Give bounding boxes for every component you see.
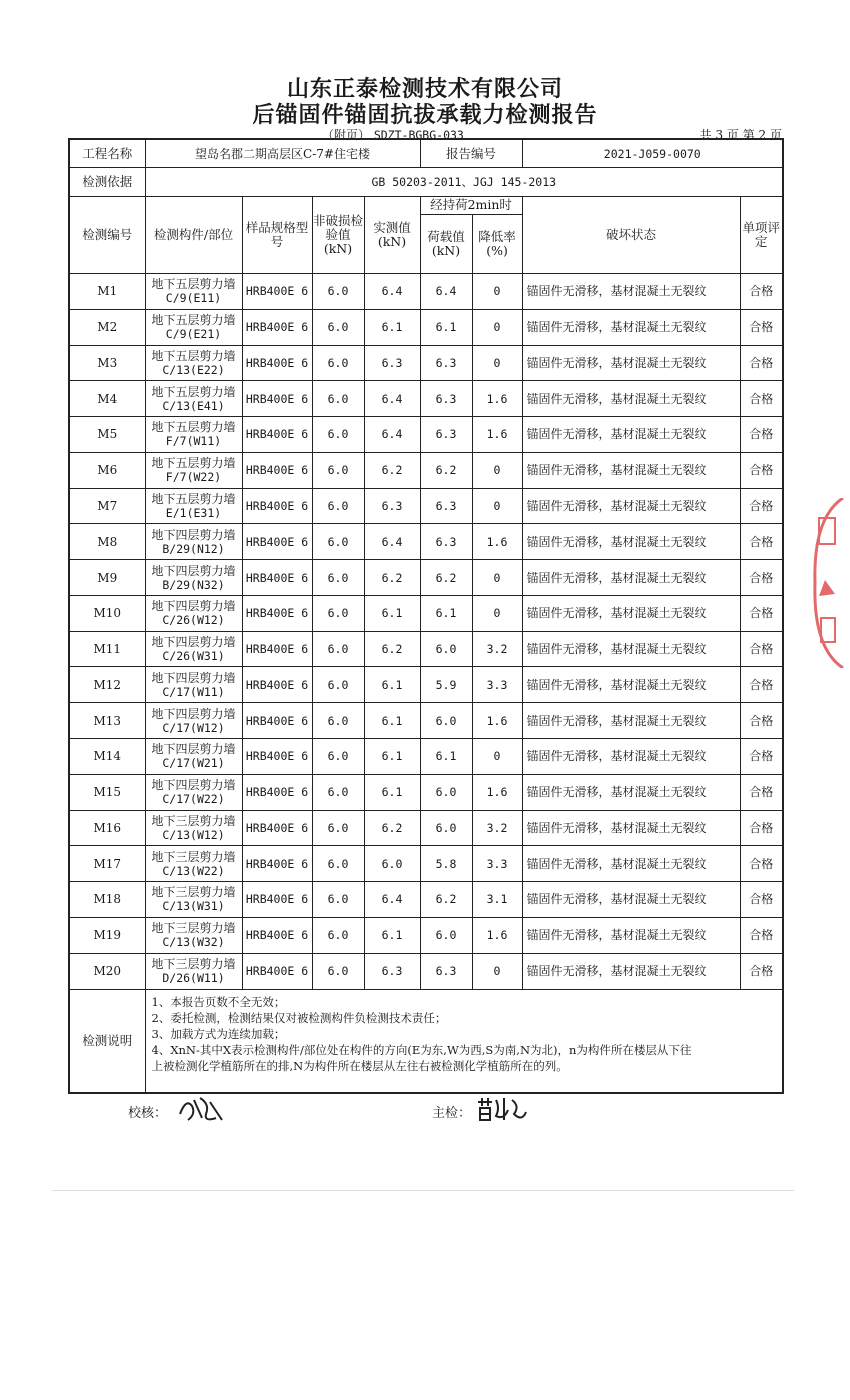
row-verdict-cell: 合格 bbox=[740, 774, 783, 810]
row-component-cell bbox=[145, 703, 242, 739]
table-row bbox=[69, 631, 783, 667]
table-row bbox=[69, 452, 783, 488]
table-row bbox=[69, 917, 783, 953]
row-id-cell: M16 bbox=[69, 810, 145, 846]
row-id-cell: M13 bbox=[69, 703, 145, 739]
row-reduction-cell: 0 bbox=[472, 488, 522, 524]
table-row bbox=[69, 810, 783, 846]
row-failure-cell: 锚固件无滑移，基材混凝土无裂纹 bbox=[522, 810, 740, 846]
row-measured-cell: 6.3 bbox=[364, 488, 420, 524]
row-measured-cell: 6.4 bbox=[364, 381, 420, 417]
row-verdict-cell: 合格 bbox=[740, 667, 783, 703]
component-location: 地下四层剪力墙 bbox=[151, 742, 236, 757]
row-reduction-cell: 0 bbox=[472, 560, 522, 596]
results-table bbox=[68, 138, 784, 1094]
row-verdict-cell: 合格 bbox=[740, 488, 783, 524]
col-reduction-header: 降低率(%) bbox=[472, 214, 522, 273]
row-design-cell: 6.0 bbox=[312, 917, 364, 953]
row-failure-cell: 锚固件无滑移，基材混凝土无裂纹 bbox=[522, 882, 740, 918]
col-measured-header: 实测值(kN) bbox=[364, 196, 420, 273]
row-verdict-cell: 合格 bbox=[740, 703, 783, 739]
row-design-cell: 6.0 bbox=[312, 381, 364, 417]
row-reduction-cell: 3.1 bbox=[472, 882, 522, 918]
row-id-cell: M9 bbox=[69, 560, 145, 596]
row-spec-cell: HRB400E 6 bbox=[242, 703, 312, 739]
project-row bbox=[69, 139, 783, 168]
row-id-cell: M14 bbox=[69, 739, 145, 775]
component-location: 地下四层剪力墙 bbox=[151, 670, 236, 685]
row-measured-cell: 6.2 bbox=[364, 631, 420, 667]
row-reduction-cell: 0 bbox=[472, 309, 522, 345]
row-spec-cell: HRB400E 6 bbox=[242, 882, 312, 918]
row-design-cell: 6.0 bbox=[312, 846, 364, 882]
component-axis: B/29(N12) bbox=[162, 541, 225, 556]
row-component-cell bbox=[145, 274, 242, 310]
component-axis: C/13(W31) bbox=[162, 899, 225, 914]
row-measured-cell: 6.0 bbox=[364, 846, 420, 882]
basis-row bbox=[69, 168, 783, 197]
row-spec-cell: HRB400E 6 bbox=[242, 560, 312, 596]
table-row bbox=[69, 417, 783, 453]
col-load-header: 荷载值(kN) bbox=[420, 214, 472, 273]
component-location: 地下五层剪力墙 bbox=[151, 384, 236, 399]
row-load-cell: 6.2 bbox=[420, 452, 472, 488]
checker-label: 校核： bbox=[128, 1106, 168, 1121]
row-load-cell: 6.3 bbox=[420, 953, 472, 989]
row-load-cell: 6.3 bbox=[420, 488, 472, 524]
note-line: 上被检测化学植筋所在的排,N为构件所在楼层从左往右被检测化学植筋所在的列。 bbox=[151, 1058, 568, 1073]
row-reduction-cell: 1.6 bbox=[472, 774, 522, 810]
component-axis: C/9(E11) bbox=[165, 291, 222, 306]
row-design-cell: 6.0 bbox=[312, 417, 364, 453]
row-design-cell: 6.0 bbox=[312, 274, 364, 310]
component-location: 地下五层剪力墙 bbox=[151, 277, 236, 292]
table-row bbox=[69, 846, 783, 882]
row-design-cell: 6.0 bbox=[312, 667, 364, 703]
table-row bbox=[69, 560, 783, 596]
component-location: 地下三层剪力墙 bbox=[151, 885, 236, 900]
notes-row bbox=[69, 989, 783, 1093]
row-id-cell: M7 bbox=[69, 488, 145, 524]
row-failure-cell: 锚固件无滑移，基材混凝土无裂纹 bbox=[522, 274, 740, 310]
row-load-cell: 6.0 bbox=[420, 631, 472, 667]
row-id-cell: M1 bbox=[69, 274, 145, 310]
row-design-cell: 6.0 bbox=[312, 309, 364, 345]
row-load-cell: 6.4 bbox=[420, 274, 472, 310]
row-component-cell bbox=[145, 953, 242, 989]
component-location: 地下四层剪力墙 bbox=[151, 778, 236, 793]
table-body bbox=[69, 274, 783, 989]
row-component-cell bbox=[145, 739, 242, 775]
row-design-cell: 6.0 bbox=[312, 703, 364, 739]
row-spec-cell: HRB400E 6 bbox=[242, 774, 312, 810]
row-reduction-cell: 0 bbox=[472, 345, 522, 381]
row-component-cell bbox=[145, 595, 242, 631]
component-axis: E/1(E31) bbox=[165, 506, 222, 521]
row-verdict-cell: 合格 bbox=[740, 739, 783, 775]
row-verdict-cell: 合格 bbox=[740, 846, 783, 882]
row-measured-cell: 6.2 bbox=[364, 810, 420, 846]
row-failure-cell: 锚固件无滑移，基材混凝土无裂纹 bbox=[522, 381, 740, 417]
row-id-cell: M19 bbox=[69, 917, 145, 953]
row-measured-cell: 6.2 bbox=[364, 560, 420, 596]
row-component-cell bbox=[145, 381, 242, 417]
page-indicator: 共 3 页 第 2 页 bbox=[699, 128, 782, 142]
component-axis: C/13(W22) bbox=[162, 863, 225, 878]
row-design-cell: 6.0 bbox=[312, 631, 364, 667]
row-verdict-cell: 合格 bbox=[740, 917, 783, 953]
component-axis: C/13(W12) bbox=[162, 827, 225, 842]
project-value: 望岛名郡二期高层区C-7#住宅楼 bbox=[145, 139, 420, 168]
row-design-cell: 6.0 bbox=[312, 774, 364, 810]
row-reduction-cell: 1.6 bbox=[472, 703, 522, 739]
row-verdict-cell: 合格 bbox=[740, 953, 783, 989]
row-failure-cell: 锚固件无滑移，基材混凝土无裂纹 bbox=[522, 631, 740, 667]
row-measured-cell: 6.4 bbox=[364, 524, 420, 560]
component-location: 地下四层剪力墙 bbox=[151, 563, 236, 578]
table-row bbox=[69, 703, 783, 739]
component-axis: C/26(W12) bbox=[162, 613, 225, 628]
column-header-row-1 bbox=[69, 196, 783, 214]
component-axis: C/13(W32) bbox=[162, 935, 225, 950]
red-seal-stamp bbox=[805, 498, 845, 668]
component-axis: C/13(E22) bbox=[162, 362, 225, 377]
row-design-cell: 6.0 bbox=[312, 345, 364, 381]
component-axis: C/26(W31) bbox=[162, 649, 225, 664]
row-verdict-cell: 合格 bbox=[740, 309, 783, 345]
row-component-cell bbox=[145, 560, 242, 596]
row-spec-cell: HRB400E 6 bbox=[242, 381, 312, 417]
row-load-cell: 6.1 bbox=[420, 595, 472, 631]
col-spec-header: 样品规格型号 bbox=[242, 196, 312, 273]
table-row bbox=[69, 274, 783, 310]
component-axis: C/17(W11) bbox=[162, 684, 225, 699]
note-line: 1、本报告页数不全无效； bbox=[151, 994, 286, 1009]
row-verdict-cell: 合格 bbox=[740, 810, 783, 846]
col-verdict-header: 单项评定 bbox=[740, 196, 783, 273]
note-line: 2、委托检测，检测结果仅对被检测构件负检测技术责任； bbox=[151, 1010, 447, 1025]
row-measured-cell: 6.2 bbox=[364, 452, 420, 488]
row-reduction-cell: 0 bbox=[472, 452, 522, 488]
doc-code: SDZT-BGBG-033 bbox=[373, 128, 464, 142]
row-load-cell: 6.3 bbox=[420, 417, 472, 453]
results-table-wrapper bbox=[68, 138, 782, 1094]
row-spec-cell: HRB400E 6 bbox=[242, 953, 312, 989]
row-spec-cell: HRB400E 6 bbox=[242, 667, 312, 703]
row-failure-cell: 锚固件无滑移，基材混凝土无裂纹 bbox=[522, 488, 740, 524]
row-reduction-cell: 1.6 bbox=[472, 524, 522, 560]
row-failure-cell: 锚固件无滑移，基材混凝土无裂纹 bbox=[522, 774, 740, 810]
row-component-cell bbox=[145, 417, 242, 453]
project-label: 工程名称 bbox=[69, 139, 145, 168]
row-load-cell: 6.3 bbox=[420, 345, 472, 381]
row-failure-cell: 锚固件无滑移，基材混凝土无裂纹 bbox=[522, 739, 740, 775]
note-line: 3、加载方式为连续加载； bbox=[151, 1026, 286, 1041]
row-component-cell bbox=[145, 345, 242, 381]
component-location: 地下五层剪力墙 bbox=[151, 348, 236, 363]
table-row bbox=[69, 739, 783, 775]
row-load-cell: 6.2 bbox=[420, 560, 472, 596]
row-failure-cell: 锚固件无滑移，基材混凝土无裂纹 bbox=[522, 953, 740, 989]
page-edge bbox=[52, 1190, 794, 1191]
row-reduction-cell: 1.6 bbox=[472, 917, 522, 953]
row-verdict-cell: 合格 bbox=[740, 560, 783, 596]
row-failure-cell: 锚固件无滑移，基材混凝土无裂纹 bbox=[522, 524, 740, 560]
table-row bbox=[69, 953, 783, 989]
row-measured-cell: 6.1 bbox=[364, 774, 420, 810]
row-verdict-cell: 合格 bbox=[740, 452, 783, 488]
col-hold-group-header: 经持荷2min时 bbox=[420, 196, 522, 214]
row-failure-cell: 锚固件无滑移，基材混凝土无裂纹 bbox=[522, 452, 740, 488]
row-reduction-cell: 3.3 bbox=[472, 846, 522, 882]
component-axis: F/7(W22) bbox=[165, 470, 222, 485]
row-id-cell: M17 bbox=[69, 846, 145, 882]
row-component-cell bbox=[145, 524, 242, 560]
row-design-cell: 6.0 bbox=[312, 953, 364, 989]
row-failure-cell: 锚固件无滑移，基材混凝土无裂纹 bbox=[522, 703, 740, 739]
component-axis: D/26(W11) bbox=[162, 971, 225, 986]
row-id-cell: M10 bbox=[69, 595, 145, 631]
row-id-cell: M5 bbox=[69, 417, 145, 453]
row-measured-cell: 6.4 bbox=[364, 417, 420, 453]
row-load-cell: 6.0 bbox=[420, 703, 472, 739]
row-spec-cell: HRB400E 6 bbox=[242, 810, 312, 846]
component-axis: C/9(E21) bbox=[165, 327, 222, 342]
notes-content bbox=[145, 989, 783, 1093]
row-measured-cell: 6.3 bbox=[364, 953, 420, 989]
row-id-cell: M15 bbox=[69, 774, 145, 810]
row-measured-cell: 6.3 bbox=[364, 345, 420, 381]
row-verdict-cell: 合格 bbox=[740, 524, 783, 560]
row-load-cell: 6.2 bbox=[420, 882, 472, 918]
component-axis: C/17(W12) bbox=[162, 720, 225, 735]
row-component-cell bbox=[145, 810, 242, 846]
row-component-cell bbox=[145, 309, 242, 345]
report-no-label: 报告编号 bbox=[420, 139, 522, 168]
row-id-cell: M2 bbox=[69, 309, 145, 345]
row-spec-cell: HRB400E 6 bbox=[242, 595, 312, 631]
inspector-signature bbox=[474, 1092, 530, 1126]
component-location: 地下四层剪力墙 bbox=[151, 706, 236, 721]
notes-label: 检测说明 bbox=[69, 989, 145, 1093]
row-load-cell: 6.1 bbox=[420, 309, 472, 345]
row-design-cell: 6.0 bbox=[312, 739, 364, 775]
row-failure-cell: 锚固件无滑移，基材混凝土无裂纹 bbox=[522, 595, 740, 631]
row-id-cell: M18 bbox=[69, 882, 145, 918]
row-measured-cell: 6.4 bbox=[364, 274, 420, 310]
row-reduction-cell: 0 bbox=[472, 595, 522, 631]
row-measured-cell: 6.1 bbox=[364, 309, 420, 345]
component-location: 地下三层剪力墙 bbox=[151, 813, 236, 828]
row-measured-cell: 6.1 bbox=[364, 917, 420, 953]
row-component-cell bbox=[145, 452, 242, 488]
row-measured-cell: 6.1 bbox=[364, 703, 420, 739]
col-failure-header: 破坏状态 bbox=[522, 196, 740, 273]
row-spec-cell: HRB400E 6 bbox=[242, 345, 312, 381]
row-spec-cell: HRB400E 6 bbox=[242, 917, 312, 953]
component-location: 地下五层剪力墙 bbox=[151, 420, 236, 435]
table-row bbox=[69, 774, 783, 810]
row-spec-cell: HRB400E 6 bbox=[242, 309, 312, 345]
row-id-cell: M4 bbox=[69, 381, 145, 417]
row-verdict-cell: 合格 bbox=[740, 274, 783, 310]
table-row bbox=[69, 882, 783, 918]
row-reduction-cell: 1.6 bbox=[472, 417, 522, 453]
table-row bbox=[69, 595, 783, 631]
component-location: 地下三层剪力墙 bbox=[151, 849, 236, 864]
report-no-value: 2021-J059-0070 bbox=[522, 139, 783, 168]
row-verdict-cell: 合格 bbox=[740, 595, 783, 631]
row-measured-cell: 6.1 bbox=[364, 595, 420, 631]
row-verdict-cell: 合格 bbox=[740, 631, 783, 667]
row-failure-cell: 锚固件无滑移，基材混凝土无裂纹 bbox=[522, 917, 740, 953]
basis-value: GB 50203-2011、JGJ 145-2013 bbox=[145, 168, 783, 197]
row-verdict-cell: 合格 bbox=[740, 345, 783, 381]
table-row bbox=[69, 667, 783, 703]
row-component-cell bbox=[145, 846, 242, 882]
row-measured-cell: 6.1 bbox=[364, 667, 420, 703]
row-verdict-cell: 合格 bbox=[740, 882, 783, 918]
table-row bbox=[69, 488, 783, 524]
row-component-cell bbox=[145, 488, 242, 524]
row-component-cell bbox=[145, 917, 242, 953]
table-row bbox=[69, 309, 783, 345]
row-load-cell: 5.9 bbox=[420, 667, 472, 703]
component-location: 地下四层剪力墙 bbox=[151, 599, 236, 614]
row-measured-cell: 6.4 bbox=[364, 882, 420, 918]
row-spec-cell: HRB400E 6 bbox=[242, 417, 312, 453]
row-spec-cell: HRB400E 6 bbox=[242, 846, 312, 882]
inspector-label: 主检： bbox=[432, 1106, 472, 1121]
row-reduction-cell: 3.3 bbox=[472, 667, 522, 703]
row-load-cell: 5.8 bbox=[420, 846, 472, 882]
basis-label: 检测依据 bbox=[69, 168, 145, 197]
component-location: 地下三层剪力墙 bbox=[151, 921, 236, 936]
row-load-cell: 6.0 bbox=[420, 810, 472, 846]
row-id-cell: M8 bbox=[69, 524, 145, 560]
component-axis: C/17(W21) bbox=[162, 756, 225, 771]
row-failure-cell: 锚固件无滑移，基材混凝土无裂纹 bbox=[522, 560, 740, 596]
row-failure-cell: 锚固件无滑移，基材混凝土无裂纹 bbox=[522, 667, 740, 703]
component-axis: F/7(W11) bbox=[165, 434, 222, 449]
row-failure-cell: 锚固件无滑移，基材混凝土无裂纹 bbox=[522, 846, 740, 882]
row-reduction-cell: 1.6 bbox=[472, 381, 522, 417]
row-spec-cell: HRB400E 6 bbox=[242, 524, 312, 560]
row-measured-cell: 6.1 bbox=[364, 739, 420, 775]
row-design-cell: 6.0 bbox=[312, 882, 364, 918]
row-design-cell: 6.0 bbox=[312, 524, 364, 560]
row-spec-cell: HRB400E 6 bbox=[242, 452, 312, 488]
row-design-cell: 6.0 bbox=[312, 595, 364, 631]
table-row bbox=[69, 381, 783, 417]
component-location: 地下三层剪力墙 bbox=[151, 957, 236, 972]
row-reduction-cell: 0 bbox=[472, 739, 522, 775]
checker-signature bbox=[176, 1092, 228, 1126]
component-axis: B/29(N32) bbox=[162, 577, 225, 592]
company-name: 山东正泰检测技术有限公司 bbox=[286, 76, 563, 102]
row-load-cell: 6.1 bbox=[420, 739, 472, 775]
row-id-cell: M11 bbox=[69, 631, 145, 667]
row-reduction-cell: 0 bbox=[472, 274, 522, 310]
row-id-cell: M3 bbox=[69, 345, 145, 381]
row-spec-cell: HRB400E 6 bbox=[242, 274, 312, 310]
component-location: 地下四层剪力墙 bbox=[151, 635, 236, 650]
row-reduction-cell: 3.2 bbox=[472, 631, 522, 667]
row-id-cell: M12 bbox=[69, 667, 145, 703]
row-load-cell: 6.0 bbox=[420, 774, 472, 810]
row-id-cell: M6 bbox=[69, 452, 145, 488]
note-line: 4、XnN-其中X表示检测构件/部位处在构件的方向(E为东,W为西,S为南,N为北)，n为构件所在楼层从下往 bbox=[151, 1042, 692, 1057]
row-reduction-cell: 0 bbox=[472, 953, 522, 989]
row-reduction-cell: 3.2 bbox=[472, 810, 522, 846]
table-row bbox=[69, 345, 783, 381]
col-design-header: 非破损检验值(kN) bbox=[312, 196, 364, 273]
row-load-cell: 6.3 bbox=[420, 381, 472, 417]
row-load-cell: 6.3 bbox=[420, 524, 472, 560]
row-failure-cell: 锚固件无滑移，基材混凝土无裂纹 bbox=[522, 417, 740, 453]
col-id-header: 检测编号 bbox=[69, 196, 145, 273]
row-design-cell: 6.0 bbox=[312, 488, 364, 524]
row-component-cell bbox=[145, 774, 242, 810]
row-id-cell: M20 bbox=[69, 953, 145, 989]
report-title: 后锚固件锚固抗拔承载力检测报告 bbox=[252, 102, 598, 128]
row-failure-cell: 锚固件无滑移，基材混凝土无裂纹 bbox=[522, 309, 740, 345]
row-design-cell: 6.0 bbox=[312, 560, 364, 596]
row-spec-cell: HRB400E 6 bbox=[242, 488, 312, 524]
component-location: 地下五层剪力墙 bbox=[151, 313, 236, 328]
component-axis: C/17(W22) bbox=[162, 792, 225, 807]
appendix-label: （附页） bbox=[322, 128, 371, 142]
col-component-header: 检测构件/部位 bbox=[145, 196, 242, 273]
row-spec-cell: HRB400E 6 bbox=[242, 739, 312, 775]
row-verdict-cell: 合格 bbox=[740, 381, 783, 417]
row-load-cell: 6.0 bbox=[420, 917, 472, 953]
component-location: 地下五层剪力墙 bbox=[151, 492, 236, 507]
component-location: 地下四层剪力墙 bbox=[151, 527, 236, 542]
row-component-cell bbox=[145, 882, 242, 918]
row-verdict-cell: 合格 bbox=[740, 417, 783, 453]
row-component-cell bbox=[145, 631, 242, 667]
row-design-cell: 6.0 bbox=[312, 810, 364, 846]
row-component-cell bbox=[145, 667, 242, 703]
row-failure-cell: 锚固件无滑移，基材混凝土无裂纹 bbox=[522, 345, 740, 381]
component-location: 地下五层剪力墙 bbox=[151, 456, 236, 471]
table-row bbox=[69, 524, 783, 560]
row-spec-cell: HRB400E 6 bbox=[242, 631, 312, 667]
row-design-cell: 6.0 bbox=[312, 452, 364, 488]
component-axis: C/13(E41) bbox=[162, 398, 225, 413]
